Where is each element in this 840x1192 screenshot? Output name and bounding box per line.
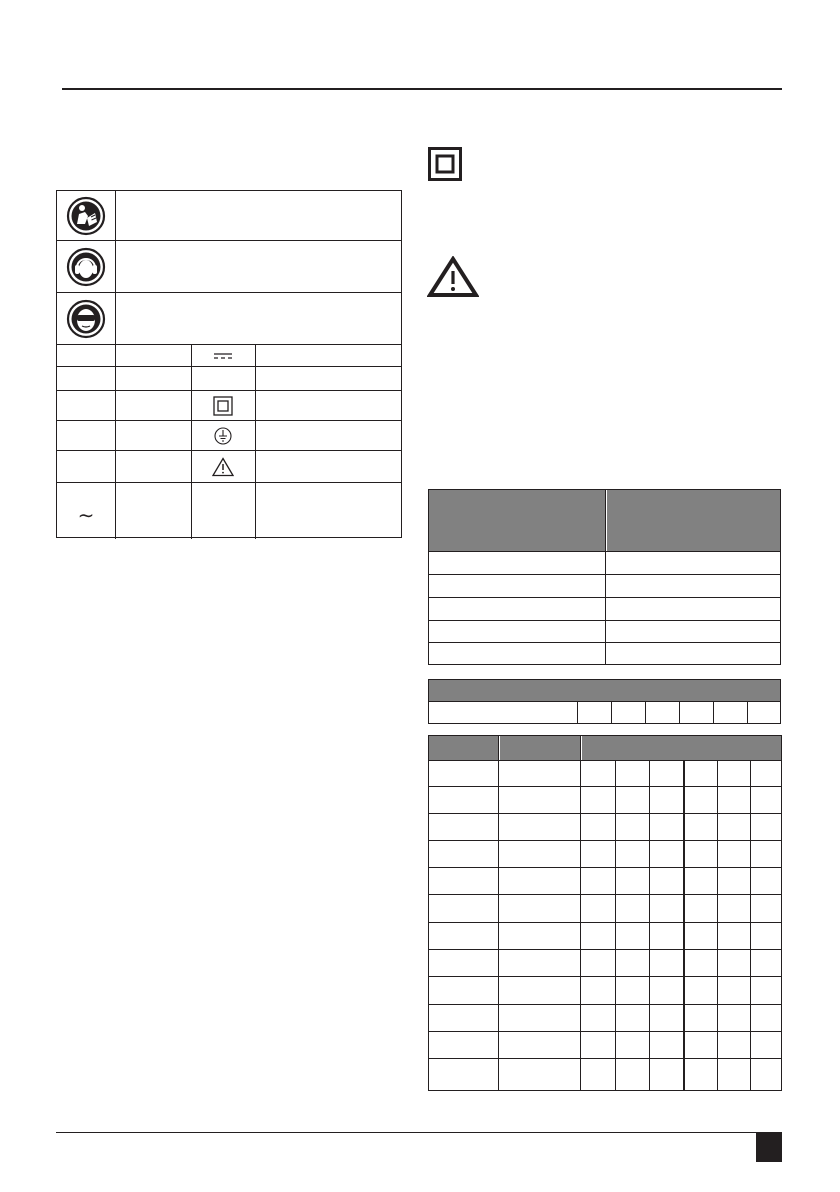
earth-terminal-icon (191, 421, 255, 450)
spec-table-header-col1 (429, 736, 498, 760)
page-number-box (756, 1132, 782, 1162)
spec-table-header-col3 (582, 736, 781, 760)
unit-row (57, 421, 401, 451)
unit-row (57, 391, 401, 421)
voltage-table-header (429, 680, 780, 701)
unit-row (57, 483, 401, 539)
cable-table-header-left (429, 490, 605, 551)
symbol-row-ear-protection (57, 241, 401, 293)
cable-table (428, 489, 781, 665)
spec-table (428, 735, 782, 1091)
symbol-row-eye-protection (57, 293, 401, 345)
unit-row (57, 451, 401, 483)
symbol-table (56, 190, 402, 538)
warning-icon (191, 451, 255, 482)
spec-table-header-col2 (500, 736, 580, 760)
alternating-current-icon: ∼ (77, 503, 95, 527)
header-rule (62, 88, 782, 90)
symbol-row-read-manual (57, 191, 401, 241)
footer-rule (56, 1132, 782, 1133)
direct-current-icon (191, 345, 255, 366)
read-manual-icon (57, 191, 115, 240)
voltage-table (428, 679, 781, 724)
cable-table-header-right (607, 490, 780, 551)
unit-row (57, 345, 401, 367)
ear-protection-icon (57, 241, 115, 292)
class-ii-symbol-large (428, 147, 462, 181)
unit-row (57, 367, 401, 391)
eye-protection-icon (57, 293, 115, 344)
class-ii-icon (191, 391, 255, 420)
warning-triangle-icon (427, 256, 479, 298)
